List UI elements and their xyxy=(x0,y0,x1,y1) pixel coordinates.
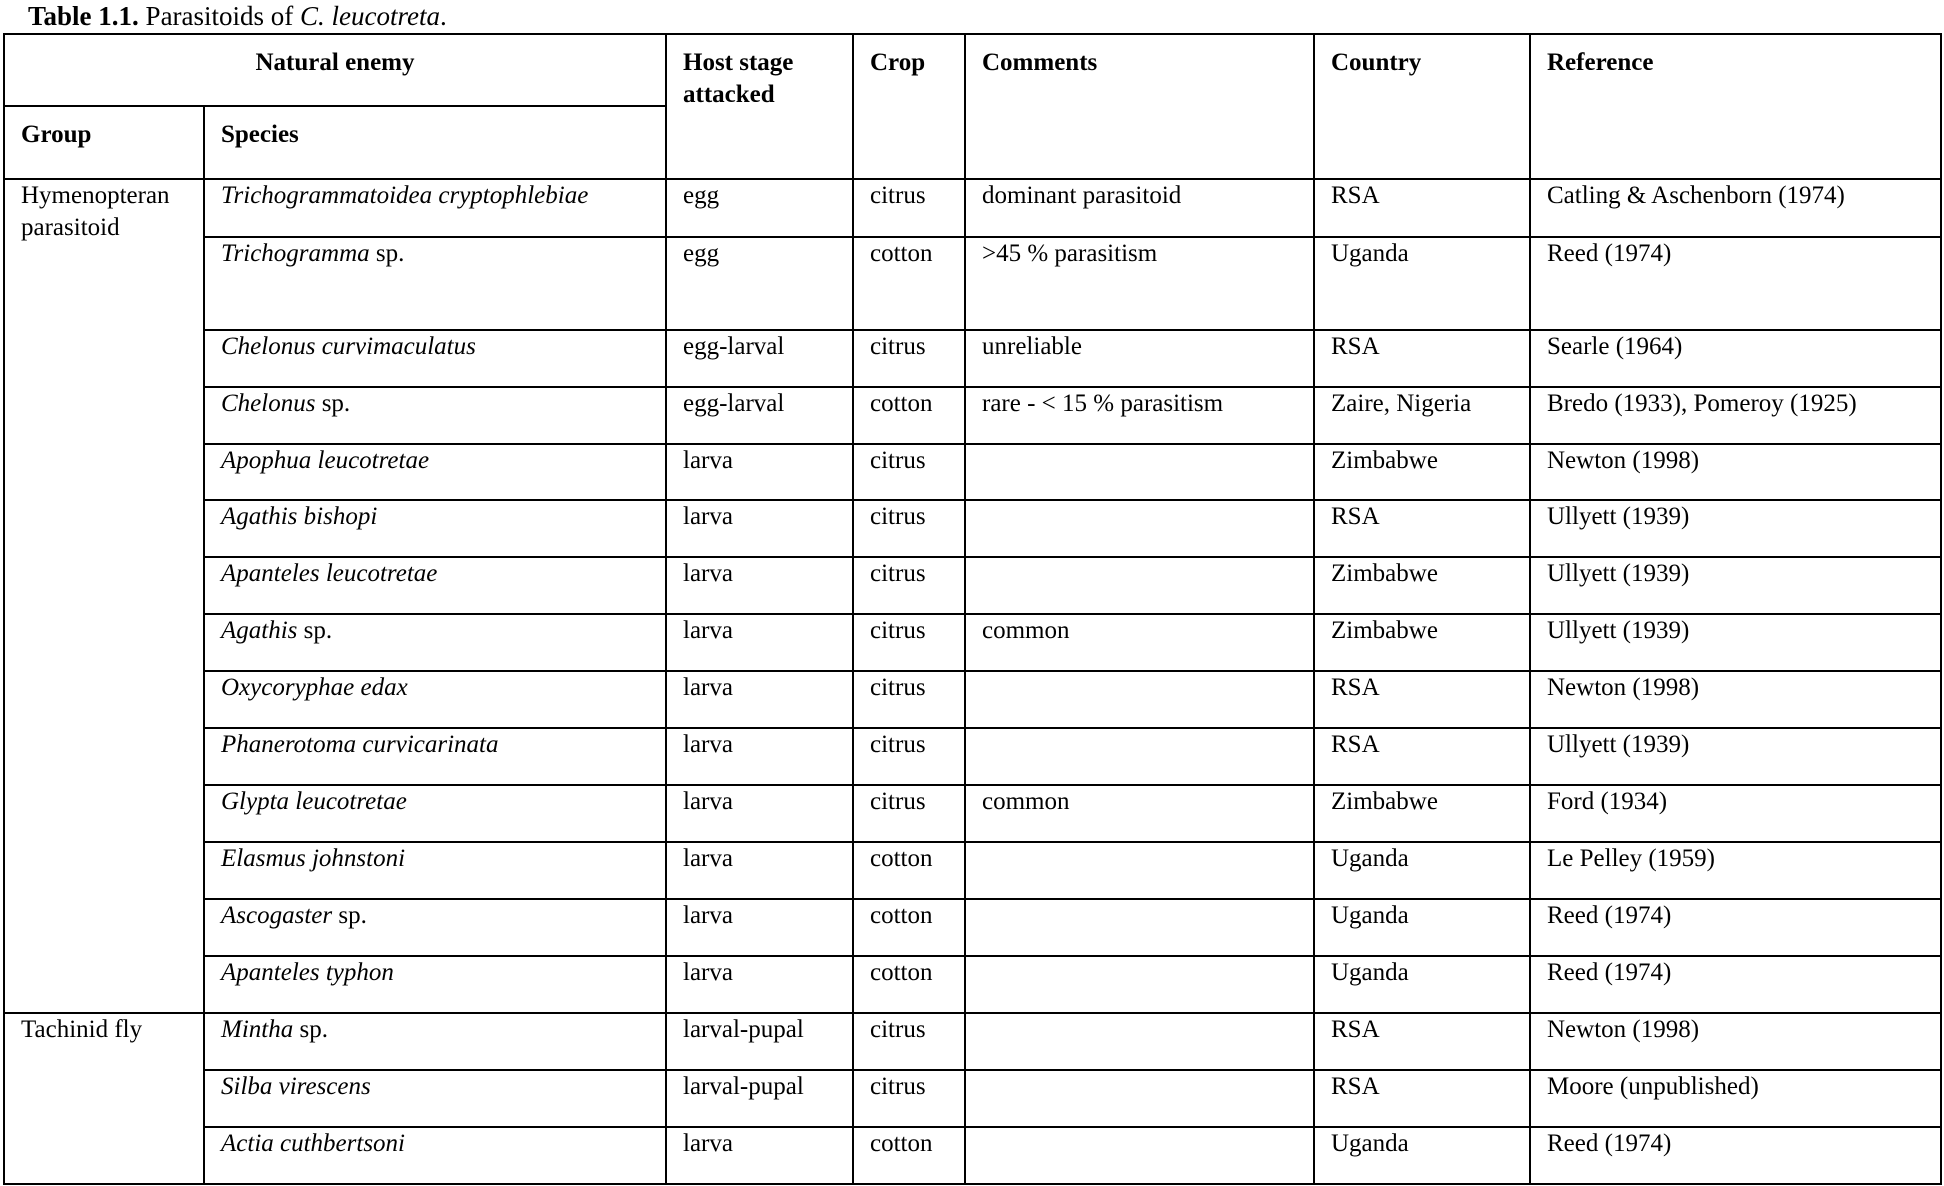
species-cell: Silba virescens xyxy=(204,1070,666,1127)
species-cell: Trichogrammatoidea cryptophlebiae xyxy=(204,179,666,237)
species-cell: Trichogramma sp. xyxy=(204,237,666,329)
host-stage-cell: egg xyxy=(666,237,853,329)
reference-cell: Ullyett (1939) xyxy=(1530,728,1941,785)
species-cell: Mintha sp. xyxy=(204,1013,666,1070)
table-row xyxy=(4,1013,1941,1070)
comments-cell xyxy=(965,500,1314,557)
reference-cell: Ullyett (1939) xyxy=(1530,557,1941,614)
header-group: Group xyxy=(4,106,204,179)
header-host-stage: Host stage attacked xyxy=(666,34,853,179)
table-row xyxy=(4,330,1941,387)
caption-label: Table 1.1. xyxy=(28,1,139,31)
species-cell: Oxycoryphae edax xyxy=(204,671,666,728)
parasitoids-table xyxy=(3,33,1942,1185)
reference-cell: Reed (1974) xyxy=(1530,1127,1941,1184)
comments-cell xyxy=(965,842,1314,899)
table-row xyxy=(4,785,1941,842)
species-cell: Apophua leucotretae xyxy=(204,444,666,501)
host-stage-cell: larva xyxy=(666,500,853,557)
caption-species: C. leucotreta xyxy=(300,1,441,31)
crop-cell: cotton xyxy=(853,842,965,899)
reference-cell: Le Pelley (1959) xyxy=(1530,842,1941,899)
species-cell: Apanteles typhon xyxy=(204,956,666,1013)
species-cell: Phanerotoma curvicarinata xyxy=(204,728,666,785)
host-stage-cell: larva xyxy=(666,671,853,728)
crop-cell: citrus xyxy=(853,728,965,785)
host-stage-cell: egg-larval xyxy=(666,387,853,444)
header-crop: Crop xyxy=(853,34,965,179)
header-species: Species xyxy=(204,106,666,179)
comments-cell xyxy=(965,1013,1314,1070)
reference-cell: Ford (1934) xyxy=(1530,785,1941,842)
country-cell: Uganda xyxy=(1314,899,1530,956)
header-natural-enemy: Natural enemy xyxy=(4,34,666,106)
table-row xyxy=(4,1070,1941,1127)
crop-cell: cotton xyxy=(853,956,965,1013)
host-stage-cell: larva xyxy=(666,557,853,614)
reference-cell: Newton (1998) xyxy=(1530,1013,1941,1070)
host-stage-cell: larval-pupal xyxy=(666,1070,853,1127)
header-reference: Reference xyxy=(1530,34,1941,179)
header-country: Country xyxy=(1314,34,1530,179)
reference-cell: Catling & Aschenborn (1974) xyxy=(1530,179,1941,237)
table-row xyxy=(4,557,1941,614)
header-comments: Comments xyxy=(965,34,1314,179)
species-cell: Chelonus curvimaculatus xyxy=(204,330,666,387)
country-cell: RSA xyxy=(1314,671,1530,728)
table-row xyxy=(4,179,1941,237)
table-row xyxy=(4,1127,1941,1184)
host-stage-cell: larval-pupal xyxy=(666,1013,853,1070)
crop-cell: citrus xyxy=(853,557,965,614)
table-caption xyxy=(28,0,447,32)
comments-cell: common xyxy=(965,614,1314,671)
table-row xyxy=(4,842,1941,899)
host-stage-cell: egg xyxy=(666,179,853,237)
comments-cell: dominant parasitoid xyxy=(965,179,1314,237)
reference-cell: Newton (1998) xyxy=(1530,671,1941,728)
country-cell: Zimbabwe xyxy=(1314,785,1530,842)
crop-cell: citrus xyxy=(853,614,965,671)
reference-cell: Ullyett (1939) xyxy=(1530,614,1941,671)
table-row xyxy=(4,444,1941,501)
comments-cell xyxy=(965,1127,1314,1184)
header-row xyxy=(4,34,1941,106)
country-cell: RSA xyxy=(1314,1013,1530,1070)
country-cell: Uganda xyxy=(1314,237,1530,329)
table-row xyxy=(4,500,1941,557)
reference-cell: Moore (unpublished) xyxy=(1530,1070,1941,1127)
table-row xyxy=(4,728,1941,785)
crop-cell: citrus xyxy=(853,671,965,728)
comments-cell: >45 % parasitism xyxy=(965,237,1314,329)
comments-cell xyxy=(965,444,1314,501)
crop-cell: cotton xyxy=(853,237,965,329)
crop-cell: citrus xyxy=(853,1070,965,1127)
host-stage-cell: larva xyxy=(666,614,853,671)
table-row xyxy=(4,899,1941,956)
crop-cell: citrus xyxy=(853,330,965,387)
table-row xyxy=(4,237,1941,329)
species-cell: Glypta leucotretae xyxy=(204,785,666,842)
host-stage-cell: larva xyxy=(666,899,853,956)
table-row xyxy=(4,614,1941,671)
reference-cell: Reed (1974) xyxy=(1530,237,1941,329)
host-stage-cell: larva xyxy=(666,842,853,899)
reference-cell: Ullyett (1939) xyxy=(1530,500,1941,557)
crop-cell: citrus xyxy=(853,785,965,842)
comments-cell xyxy=(965,557,1314,614)
group-cell-hymenopteran: Hymenopteran parasitoid xyxy=(4,179,204,1013)
comments-cell: unreliable xyxy=(965,330,1314,387)
host-stage-cell: egg-larval xyxy=(666,330,853,387)
host-stage-cell: larva xyxy=(666,956,853,1013)
country-cell: Uganda xyxy=(1314,956,1530,1013)
species-cell: Actia cuthbertsoni xyxy=(204,1127,666,1184)
country-cell: Zaire, Nigeria xyxy=(1314,387,1530,444)
crop-cell: citrus xyxy=(853,444,965,501)
host-stage-cell: larva xyxy=(666,1127,853,1184)
reference-cell: Bredo (1933), Pomeroy (1925) xyxy=(1530,387,1941,444)
comments-cell xyxy=(965,1070,1314,1127)
host-stage-cell: larva xyxy=(666,785,853,842)
caption-period: . xyxy=(440,1,447,31)
species-cell: Ascogaster sp. xyxy=(204,899,666,956)
reference-cell: Reed (1974) xyxy=(1530,899,1941,956)
species-cell: Elasmus johnstoni xyxy=(204,842,666,899)
caption-text: Parasitoids of xyxy=(145,1,294,31)
comments-cell xyxy=(965,899,1314,956)
country-cell: RSA xyxy=(1314,330,1530,387)
table-row xyxy=(4,956,1941,1013)
country-cell: Zimbabwe xyxy=(1314,614,1530,671)
table-row xyxy=(4,387,1941,444)
country-cell: RSA xyxy=(1314,179,1530,237)
country-cell: RSA xyxy=(1314,728,1530,785)
species-cell: Apanteles leucotretae xyxy=(204,557,666,614)
table-row xyxy=(4,671,1941,728)
reference-cell: Searle (1964) xyxy=(1530,330,1941,387)
comments-cell: common xyxy=(965,785,1314,842)
comments-cell xyxy=(965,728,1314,785)
crop-cell: citrus xyxy=(853,179,965,237)
country-cell: RSA xyxy=(1314,1070,1530,1127)
reference-cell: Newton (1998) xyxy=(1530,444,1941,501)
country-cell: Zimbabwe xyxy=(1314,557,1530,614)
host-stage-cell: larva xyxy=(666,444,853,501)
group-cell-tachinid: Tachinid fly xyxy=(4,1013,204,1184)
reference-cell: Reed (1974) xyxy=(1530,956,1941,1013)
crop-cell: citrus xyxy=(853,1013,965,1070)
comments-cell xyxy=(965,956,1314,1013)
country-cell: Zimbabwe xyxy=(1314,444,1530,501)
species-cell: Chelonus sp. xyxy=(204,387,666,444)
species-cell: Agathis bishopi xyxy=(204,500,666,557)
comments-cell xyxy=(965,671,1314,728)
host-stage-cell: larva xyxy=(666,728,853,785)
crop-cell: citrus xyxy=(853,500,965,557)
crop-cell: cotton xyxy=(853,1127,965,1184)
crop-cell: cotton xyxy=(853,899,965,956)
country-cell: Uganda xyxy=(1314,842,1530,899)
comments-cell: rare - < 15 % parasitism xyxy=(965,387,1314,444)
crop-cell: cotton xyxy=(853,387,965,444)
species-cell: Agathis sp. xyxy=(204,614,666,671)
country-cell: Uganda xyxy=(1314,1127,1530,1184)
country-cell: RSA xyxy=(1314,500,1530,557)
